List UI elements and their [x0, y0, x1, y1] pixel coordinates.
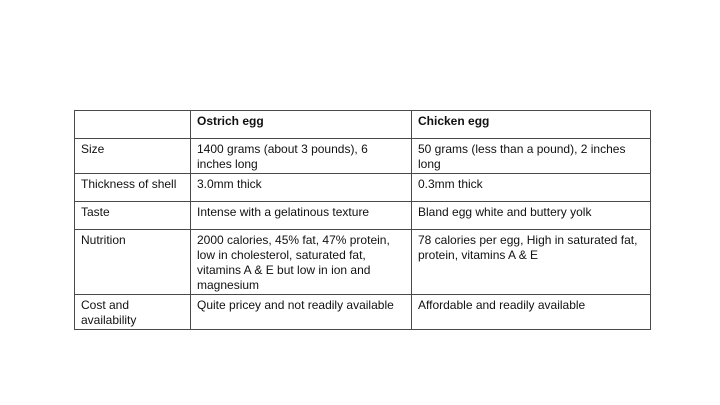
row-label-nutrition: Nutrition: [75, 230, 191, 295]
cell-ostrich-size: 1400 grams (about 3 pounds), 6 inches long: [191, 139, 412, 174]
cell-ostrich-thickness: 3.0mm thick: [191, 174, 412, 202]
egg-comparison-table: [74, 110, 651, 330]
table-row: [75, 174, 651, 202]
row-label-thickness: Thickness of shell: [75, 174, 191, 202]
table-header-row: [75, 111, 651, 139]
table-row: [75, 230, 651, 295]
table-row: [75, 202, 651, 230]
cell-chicken-size: 50 grams (less than a pound), 2 inches long: [412, 139, 651, 174]
row-label-size: Size: [75, 139, 191, 174]
header-cell-ostrich-egg: Ostrich egg: [191, 111, 412, 139]
cell-chicken-thickness: 0.3mm thick: [412, 174, 651, 202]
header-cell-empty: [75, 111, 191, 139]
cell-chicken-nutrition: 78 calories per egg, High in saturated fat, protein, vitamins A & E: [412, 230, 651, 295]
row-label-cost: Cost and availability: [75, 295, 191, 330]
row-label-taste: Taste: [75, 202, 191, 230]
cell-chicken-cost: Affordable and readily available: [412, 295, 651, 330]
table-row: [75, 295, 651, 330]
table-row: [75, 139, 651, 174]
cell-ostrich-nutrition: 2000 calories, 45% fat, 47% protein, low in cholesterol, saturated fat, vitamins A & E but low in ion and magnesium: [191, 230, 412, 295]
cell-ostrich-taste: Intense with a gelatinous texture: [191, 202, 412, 230]
header-cell-chicken-egg: Chicken egg: [412, 111, 651, 139]
cell-ostrich-cost: Quite pricey and not readily available: [191, 295, 412, 330]
cell-chicken-taste: Bland egg white and buttery yolk: [412, 202, 651, 230]
